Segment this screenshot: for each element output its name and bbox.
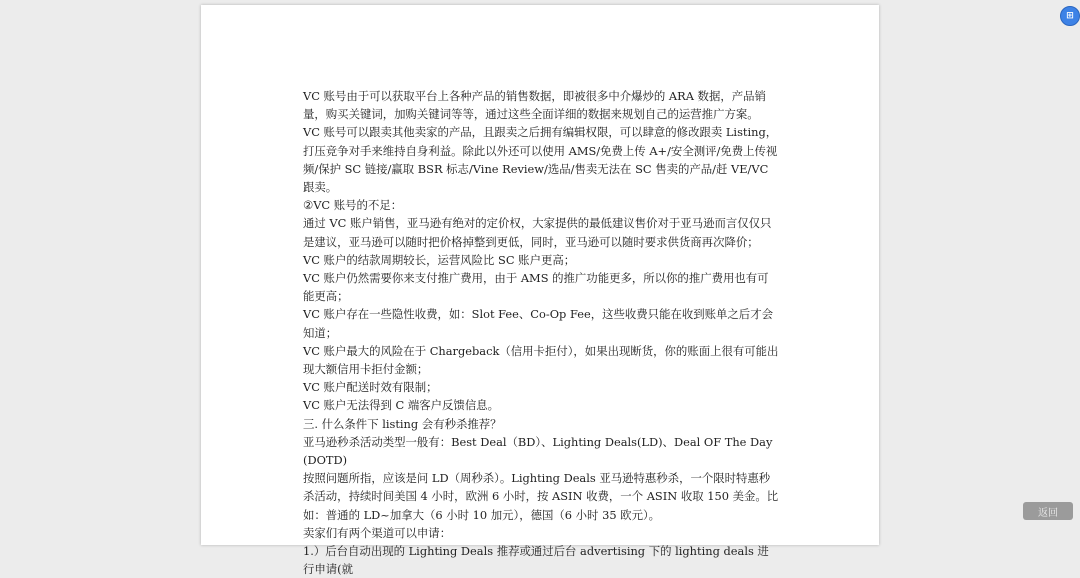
paragraph: 1.）后台自动出现的 Lighting Deals 推荐或通过后台 advertising 下的 lighting deals 进行申请(就 [303,544,769,577]
paragraph: VC 账号由于可以获取平台上各种产品的销售数据，即被很多中介爆炒的 ARA 数据，产品销量，购买关键词，加购关键词等等，通过这些全面详细的数据来规划自己的运营推广方案。 [303,89,766,122]
paragraph: 亚马逊秒杀活动类型一般有：Best Deal（BD）、Lighting Deals(LD)、Deal OF The Day(DOTD) [303,434,773,468]
paragraph: VC 账户存在一些隐性收费，如：Slot Fee、Co-Op Fee，这些收费只能在收到账单之后才会知道； [303,307,773,340]
document-body [303,87,779,578]
paragraph: VC 账户无法得到 C 端客户反馈信息。 [303,398,499,413]
paragraph: ②VC 账号的不足： [303,198,403,213]
document-page [201,5,879,577]
app-grid-icon[interactable]: ⊞ [1060,6,1080,26]
paragraph: VC 账户配送时效有限制； [303,380,438,395]
paragraph: VC 账号可以跟卖其他卖家的产品，且跟卖之后拥有编辑权限，可以肆意的修改跟卖 Listing，打压竞争对手来维持自身利益。除此以外还可以使用 AMS/免费上传 A+/安全测评/免费上传视频/保护 SC 链接/赢取 BSR 标志/Vine Review/选品/售卖无法在 SC 售卖的产品/赶 VE/VC 跟卖。 [303,125,778,195]
paragraph: 卖家们有两个渠道可以申请： [303,525,452,540]
paragraph: VC 账户仍然需要你来支付推广费用，由于 AMS 的推广功能更多，所以你的推广费用也有可能更高； [303,271,769,304]
paragraph: VC 账户的结款周期较长，运营风险比 SC 账户更高； [303,252,576,267]
back-button[interactable]: 返回 [1023,502,1073,520]
paragraph: 通过 VC 账户销售，亚马逊有绝对的定价权，大家提供的最低建议售价对于亚马逊而言仅仅只是建议，亚马逊可以随时把价格掉整到更低，同时，亚马逊可以随时要求供货商再次降价； [303,216,772,249]
paragraph: VC 账户最大的风险在于 Chargeback（信用卡拒付），如果出现断货，你的账面上很有可能出现大额信用卡拒付金额； [303,343,779,377]
paragraph: 按照问题所指，应该是问 LD（周秒杀）。Lighting Deals 亚马逊特惠秒杀，一个限时特惠秒杀活动，持续时间美国 4 小时，欧洲 6 小时，按 ASIN 收费，一个 ASIN 收取 150 美金。比如：普通的 LD~加拿大（6 小时 10 加元），德国（6 小时 35 欧元）。 [303,471,779,522]
section-heading: 三. 什么条件下 listing 会有秒杀推荐？ [303,416,502,431]
